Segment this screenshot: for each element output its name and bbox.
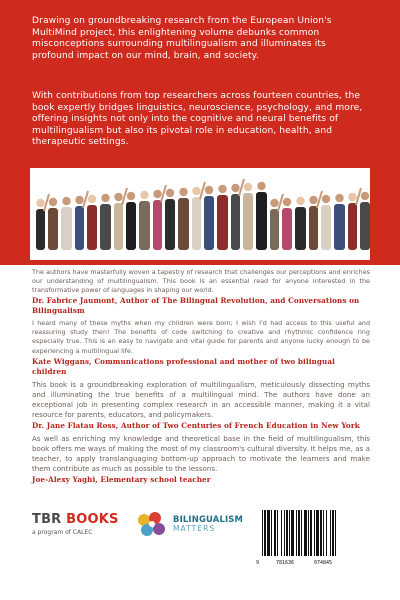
review-author: Joe-Alexy Yaghi, Elementary school teacher bbox=[32, 474, 211, 484]
review-4 bbox=[32, 434, 370, 485]
isbn-barcode: 9 781636 074845 bbox=[256, 508, 372, 572]
review-2 bbox=[32, 319, 370, 376]
review-text: As well as enriching my knowledge and theoretical base in the field of multilingualism, this book offers me ways of making the most of my classroom's cultural diversity. It helps me, as a teacher, to apply translanguaging bottom-up approach to motivate the learners and make them contribute as much as possible to the lessons. bbox=[32, 433, 370, 473]
review-1 bbox=[32, 268, 370, 316]
publisher-tagline: a program of CALEC bbox=[32, 529, 93, 536]
blurb-paragraph-2: With contributions from top researchers across fourteen countries, the book expertly bridges linguistics, neuroscience, psychology, and more, offering insights not only into the cognitive and neural benefits of multilingualism but also its pivotal role in education, health, and therapeutic settings. bbox=[32, 91, 363, 148]
cover-footer bbox=[0, 500, 400, 600]
review-text: This book is a groundbreaking exploration of multilingualism, meticulously dissecting myths and illuminating the true benefits of a multilingual mind. The authors have done an exceptional job in presenting complex research in an accessible manner, making it a vital resource for parents, educators, and policymakers. bbox=[32, 379, 370, 419]
review-3 bbox=[32, 380, 370, 431]
review-text: I heard many of these myths when my children were born; I wish I'd had access to this useful and reassuring study then! The benefits of code switching to creative and rhythmic confidence ring especially true. This is an easy to navigate and vital guide for parents and anyone lucky enough to be experiencing a multilingual life. bbox=[32, 319, 370, 355]
publisher-name: TBR BOOKS bbox=[32, 512, 119, 527]
bilingualism-matters-emblem-icon bbox=[135, 510, 169, 540]
tbr-books-logo bbox=[32, 512, 119, 536]
review-author: Dr. Jane Flatau Ross, Author of Two Centuries of French Education in New York bbox=[32, 420, 360, 430]
bilingualism-matters-logo bbox=[135, 510, 255, 540]
barcode-bars bbox=[256, 508, 372, 558]
review-text: The authors have masterfully woven a tapestry of research that challenges our perceptions and enriches our understanding of multilingualism. This book is an essential read for anyone interested in the transformative power of languages in shaping our world. bbox=[32, 268, 370, 295]
review-author: Kate Wiggans, Communications professional and mother of two bilingual children bbox=[32, 356, 335, 376]
partner-line-1: BILINGUALISM bbox=[173, 514, 244, 524]
blurb-panel bbox=[0, 0, 400, 265]
reviews-section bbox=[32, 268, 370, 488]
review-author: Dr. Fabrice Jaumont, Author of The Bilingual Revolution, and Conversations on Bilingualism bbox=[32, 296, 360, 316]
partner-line-2: MATTERS bbox=[173, 524, 216, 533]
blurb-paragraph-1: Drawing on groundbreaking research from the European Union's MultiMind project, this enlightening volume debunks common misconceptions surrounding multilingualism and illuminates its profound impact on our mind, brain, and society. bbox=[32, 16, 332, 61]
crowd-photo bbox=[30, 168, 370, 260]
